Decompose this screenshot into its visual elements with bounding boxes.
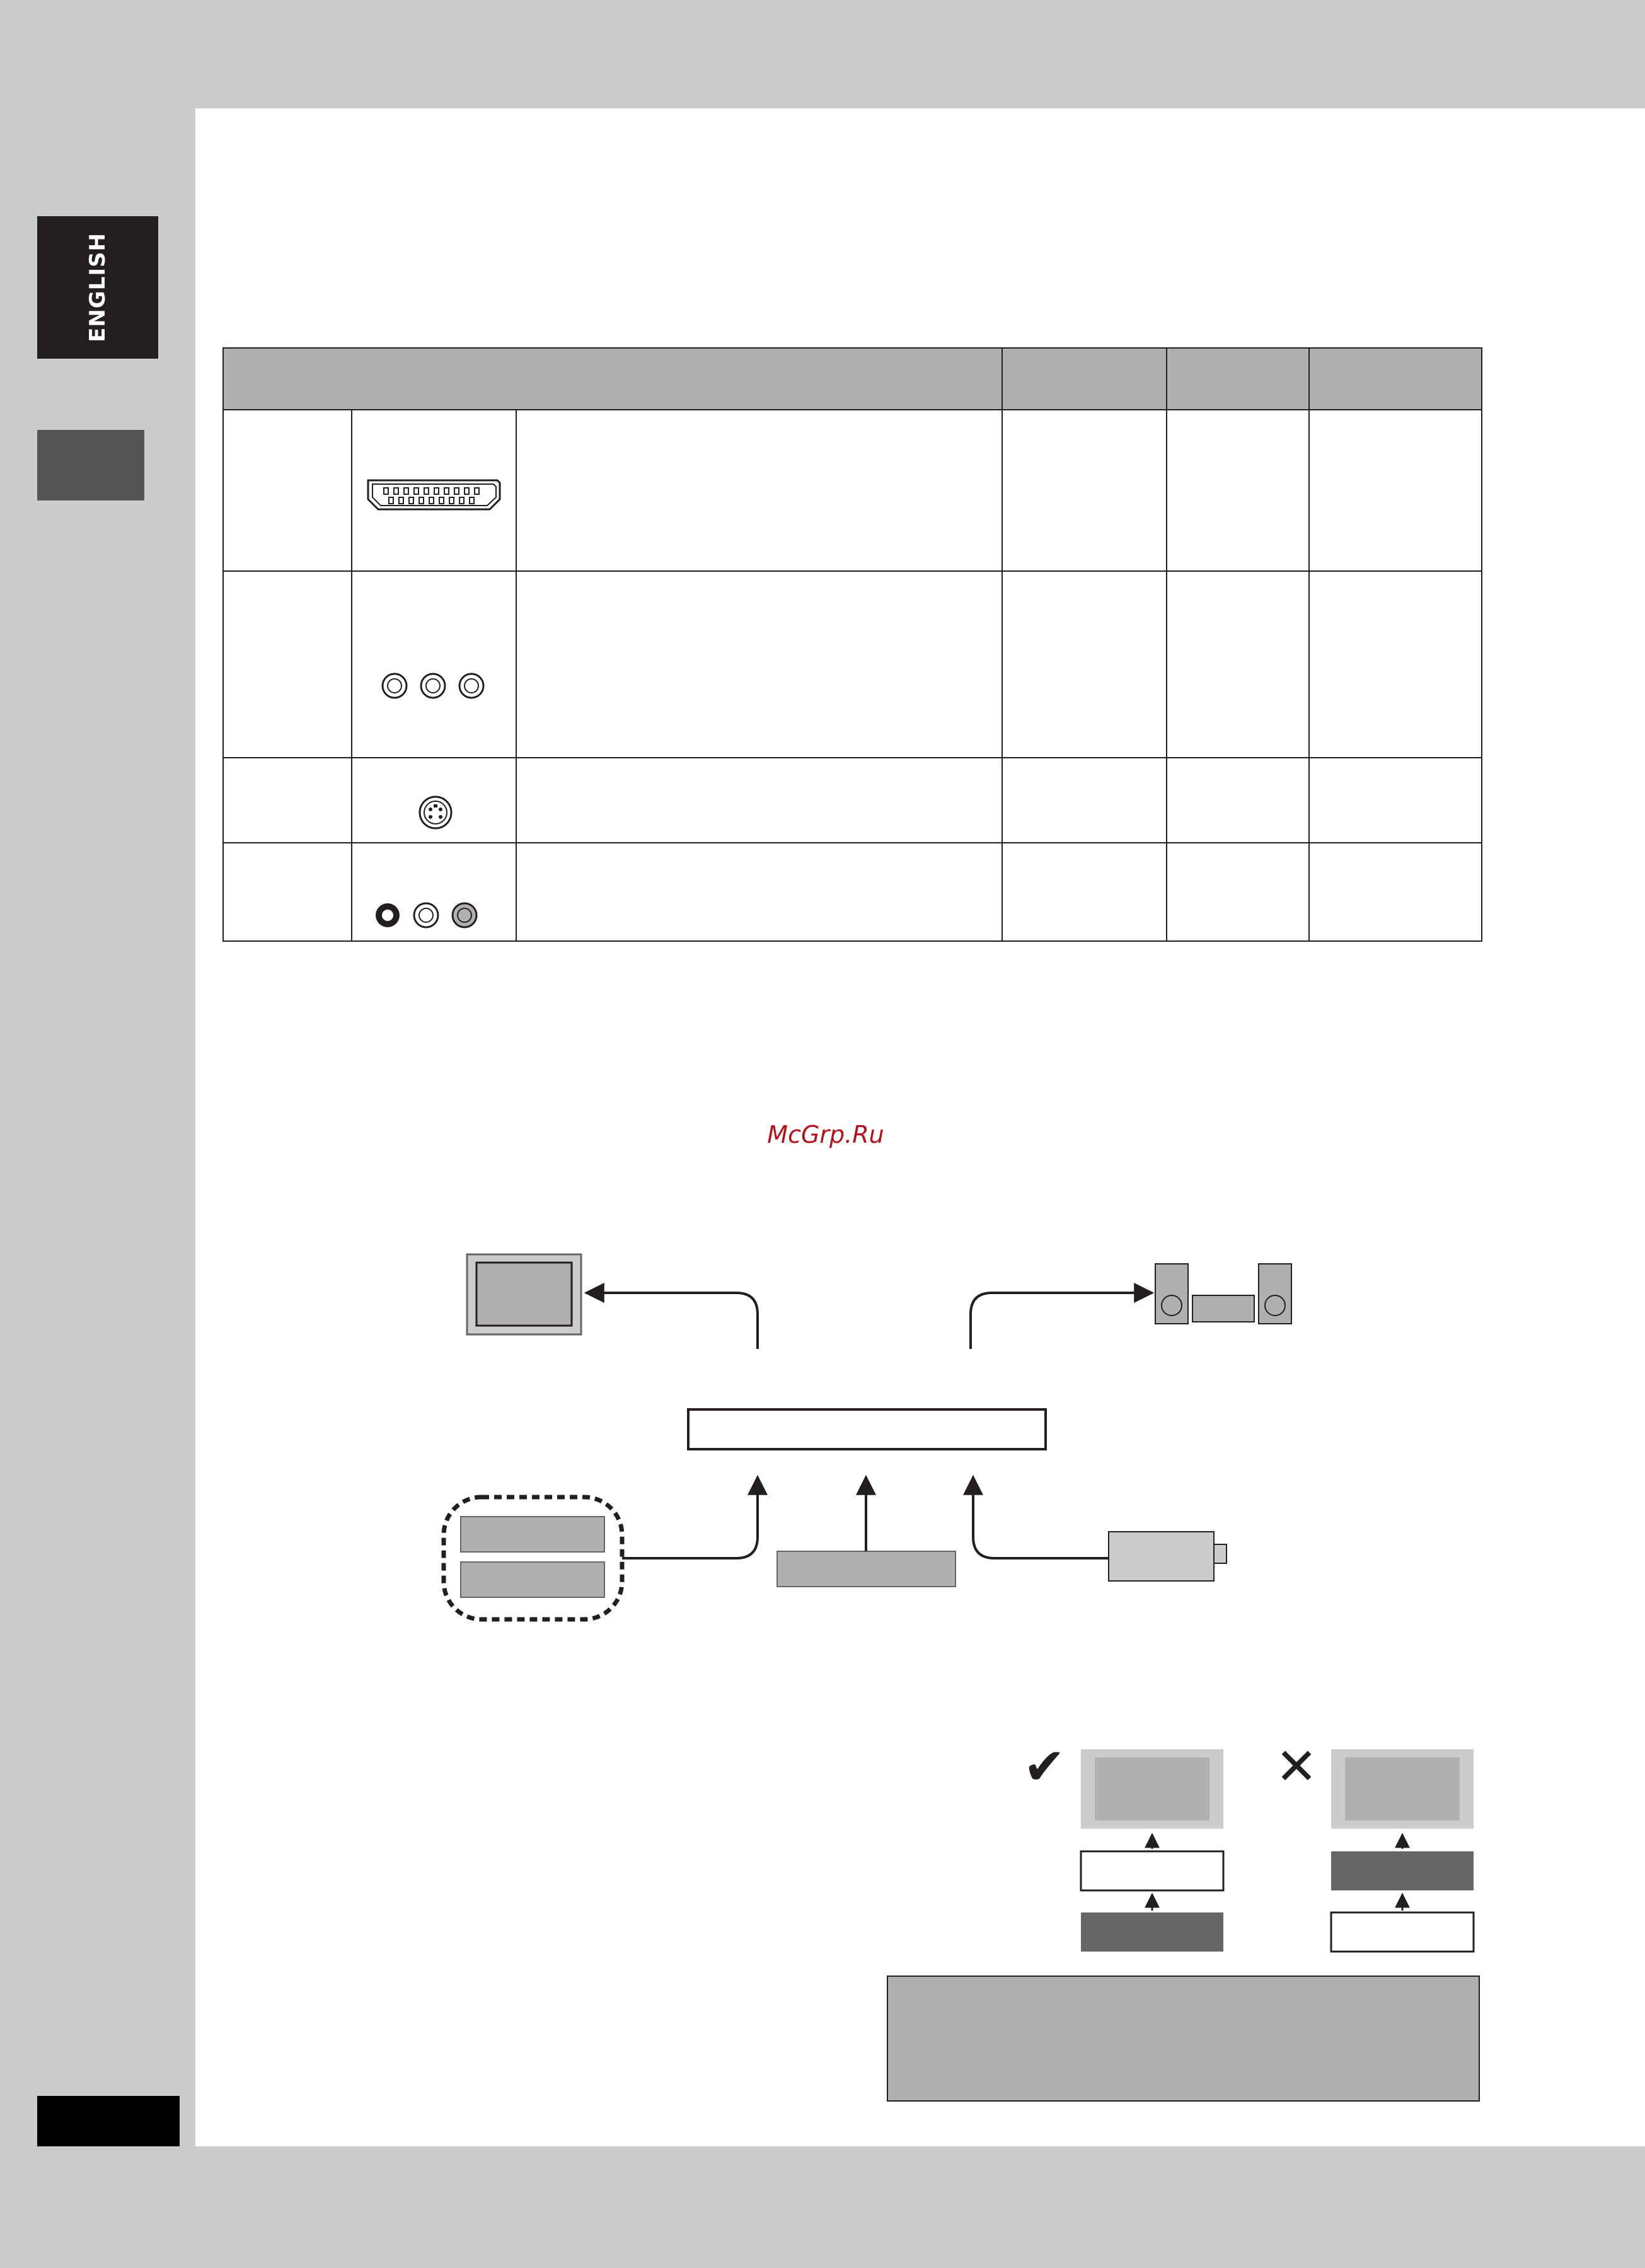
recorder-icon <box>688 1409 1046 1449</box>
correct-comparison <box>1023 1737 1223 1952</box>
device-icon <box>777 1551 955 1587</box>
incorrect-comparison <box>1275 1737 1474 1952</box>
watermark-text: McGrp.Ru <box>767 1121 884 1148</box>
check-mark-icon: ✔ <box>1023 1737 1066 1796</box>
cross-mark-icon: ✕ <box>1275 1737 1318 1796</box>
note-box <box>887 1976 1480 2102</box>
language-label: ENGLISH <box>85 233 110 342</box>
camcorder-icon <box>1109 1532 1227 1581</box>
audio-system-icon <box>1155 1264 1291 1324</box>
tv-icon <box>467 1254 581 1334</box>
media-cards-icon <box>444 1497 622 1619</box>
